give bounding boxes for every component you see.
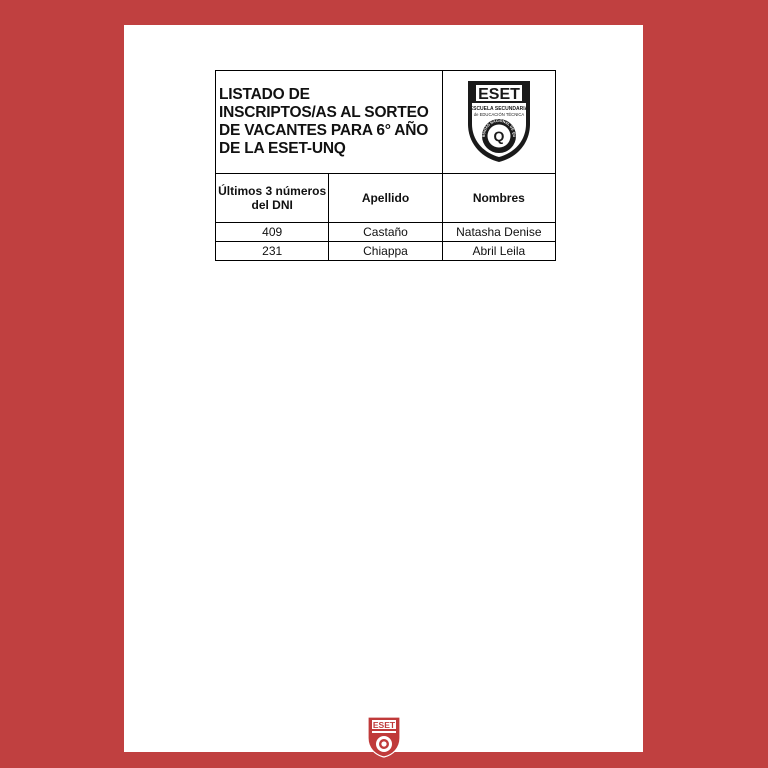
logo-line-1: ESCUELA SECUNDARIA — [469, 105, 529, 112]
column-header-nombres: Nombres — [442, 174, 555, 223]
logo-ring-text: RSIDAD NACIONAL DE QU — [481, 118, 516, 137]
cell-apellido: Chiappa — [329, 242, 442, 261]
column-header-dni: Últimos 3 números del DNI — [216, 174, 329, 223]
title-row — [216, 71, 556, 174]
logo-line-2: de EDUCACIÓN TÉCNICA — [473, 111, 525, 117]
document-title: LISTADO DE INSCRIPTOS/AS AL SORTEO DE VACANTES PARA 6° AÑO DE LA ESET-UNQ — [219, 86, 429, 157]
document-page — [124, 25, 643, 752]
footer-eset-logo — [366, 716, 402, 758]
table-row — [216, 223, 556, 242]
cell-nombres: Natasha Denise — [442, 223, 555, 242]
eset-logo — [464, 78, 534, 164]
logo-emblem: Q — [493, 127, 505, 144]
cell-dni: 409 — [216, 223, 329, 242]
cell-nombres: Abril Leila — [442, 242, 555, 261]
column-header-apellido: Apellido — [329, 174, 442, 223]
table-row — [216, 242, 556, 261]
enrollment-table — [215, 70, 556, 261]
cell-apellido: Castaño — [329, 223, 442, 242]
logo-brand-text: ESET — [477, 85, 520, 103]
footer-logo-brand-text: ESET — [372, 719, 396, 730]
logo-cell — [442, 71, 555, 174]
header-row — [216, 174, 556, 223]
title-cell — [216, 71, 443, 174]
cell-dni: 231 — [216, 242, 329, 261]
